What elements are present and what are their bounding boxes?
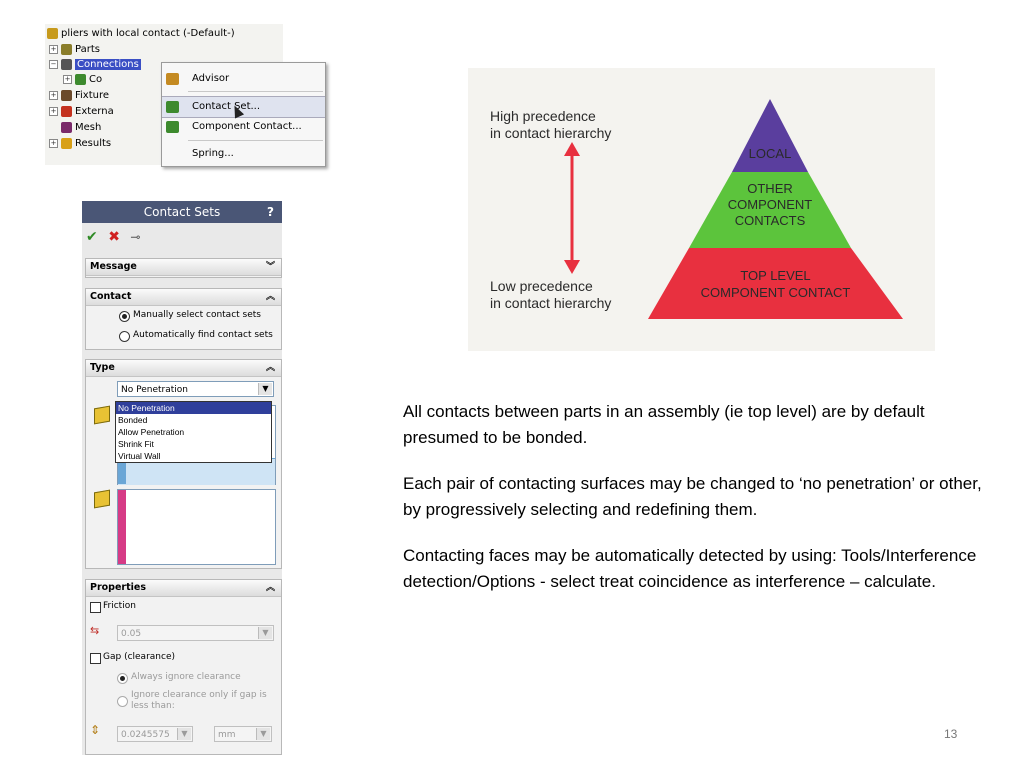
feature-tree-screenshot	[45, 24, 302, 165]
manual-select-label: Manually select contact sets	[133, 310, 261, 320]
always-ignore-label: Always ignore clearance	[131, 672, 241, 682]
collapse-icon[interactable]: −	[50, 59, 57, 68]
chevron-down-icon[interactable]: ▼	[258, 383, 272, 395]
expand-icon[interactable]: +	[64, 74, 71, 83]
always-ignore-radio[interactable]	[117, 673, 128, 684]
pushpin-icon[interactable]: ⊸	[130, 230, 141, 244]
chevron-down-icon[interactable]: ▼	[258, 627, 272, 639]
cancel-x-icon[interactable]: ✖	[108, 229, 120, 245]
contact-hierarchy-figure	[468, 68, 935, 351]
tree-item-mesh[interactable]: Mesh	[61, 120, 101, 135]
chevron-down-icon[interactable]: ︾	[265, 262, 275, 272]
ok-checkmark-icon[interactable]: ✔	[86, 229, 98, 245]
menu-item-contact-set[interactable]: Contact Set...	[162, 96, 325, 118]
face-set2-color-bar	[118, 490, 126, 564]
type-group-header[interactable]: Type ︽	[86, 360, 281, 377]
menu-separator	[188, 140, 323, 141]
gap-unit-select[interactable]: mm ▼	[214, 726, 272, 742]
paragraph-auto-detect: Contacting faces may be automatically detected by using: Tools/Interference detection/Options - select treat coincidence as interference – calculate.	[403, 546, 977, 591]
component-contact-icon	[166, 121, 179, 133]
tree-item-results[interactable]: + Results	[50, 138, 112, 149]
friction-label: Friction	[103, 601, 136, 611]
gap-label: Gap (clearance)	[103, 652, 175, 662]
friction-coefficient-icon: ⇆	[90, 624, 100, 637]
results-folder-icon	[61, 138, 72, 149]
expand-icon[interactable]: +	[50, 44, 57, 53]
explanation-text	[403, 399, 993, 615]
chevron-up-icon[interactable]: ︽	[265, 363, 275, 373]
expand-icon[interactable]: +	[50, 138, 57, 147]
panel-title-bar	[82, 201, 282, 223]
tree-item-external-loads[interactable]: + Externa	[50, 106, 114, 117]
gap-distance-icon: ⇕	[90, 723, 101, 737]
type-option-virtual-wall[interactable]: Virtual Wall	[118, 451, 161, 461]
tree-root[interactable]: pliers with local contact (-Default-)	[47, 26, 235, 41]
tier-local-label: LOCAL	[748, 146, 792, 161]
face-set1-icon	[94, 406, 110, 425]
chevron-down-icon[interactable]: ▼	[256, 728, 270, 740]
help-icon[interactable]: ?	[267, 205, 274, 219]
ignore-only-if-radio[interactable]	[117, 696, 128, 707]
contact-icon	[75, 74, 86, 85]
contact-group	[85, 288, 282, 350]
contact-type-dropdown-list	[115, 401, 272, 463]
chevron-up-icon[interactable]: ︽	[265, 583, 275, 593]
tier-other-label: OTHER COMPONENT CONTACTS	[727, 181, 813, 228]
high-precedence-label: High precedence in contact hierarchy	[490, 108, 612, 141]
expand-icon[interactable]: +	[50, 90, 57, 99]
gap-checkbox[interactable]	[90, 653, 101, 664]
tree-item-parts[interactable]: + Parts	[50, 44, 100, 55]
properties-group-header[interactable]: Properties ︽	[86, 580, 281, 597]
paragraph-no-penetration: Each pair of contacting surfaces may be changed to ‘no penetration’ or other, by progressively selecting and redefining them.	[403, 474, 982, 519]
low-precedence-label: Low precedence in contact hierarchy	[490, 278, 612, 311]
auto-find-label: Automatically find contact sets	[133, 330, 273, 340]
chevron-up-icon[interactable]: ︽	[265, 292, 275, 302]
message-group-header[interactable]: Message ︾	[86, 259, 281, 276]
contact-group-header[interactable]: Contact ︽	[86, 289, 281, 306]
type-option-bonded[interactable]: Bonded	[118, 415, 148, 425]
arrow-up-head	[564, 142, 580, 156]
face-set2-icon	[94, 490, 110, 509]
menu-item-advisor[interactable]: Advisor	[162, 69, 325, 89]
arrow-down-head	[564, 260, 580, 274]
menu-separator	[188, 91, 323, 92]
contact-type-select[interactable]: No Penetration ▼	[117, 381, 274, 397]
friction-value-field[interactable]: 0.05 ▼	[117, 625, 274, 641]
expand-icon[interactable]: +	[50, 106, 57, 115]
message-group	[85, 258, 282, 278]
panel-actions	[86, 227, 140, 247]
contact-set-icon	[166, 101, 179, 113]
type-group	[85, 359, 282, 569]
assembly-icon	[47, 28, 58, 39]
type-option-no-penetration[interactable]: No Penetration	[116, 402, 271, 414]
face-set2-box[interactable]	[117, 489, 276, 565]
type-option-shrink-fit[interactable]: Shrink Fit	[118, 439, 154, 449]
tree-item-fixtures[interactable]: + Fixture	[50, 90, 110, 101]
menu-item-spring[interactable]: Spring...	[192, 148, 234, 159]
page-number: 13	[944, 727, 958, 741]
properties-group	[85, 579, 282, 755]
context-menu	[161, 62, 326, 167]
external-load-icon	[61, 106, 72, 117]
ignore-only-if-label: Ignore clearance only if gap is less than:	[131, 690, 267, 711]
friction-checkbox[interactable]	[90, 602, 101, 613]
chevron-down-icon[interactable]: ▼	[177, 728, 191, 740]
type-option-allow-penetration[interactable]: Allow Penetration	[118, 427, 185, 437]
tree-item-component-contact[interactable]: + Co	[64, 74, 103, 85]
manual-select-radio[interactable]	[119, 311, 130, 322]
gap-value-field[interactable]: 0.0245575 ▼	[117, 726, 193, 742]
tree-item-connections[interactable]: − Connections	[50, 59, 139, 70]
auto-find-radio[interactable]	[119, 331, 130, 342]
contact-sets-panel	[82, 201, 282, 755]
tier-top-label: TOP LEVEL COMPONENT CONTACT	[700, 268, 851, 300]
panel-title: Contact Sets	[143, 205, 221, 219]
pyramid-svg	[468, 68, 935, 351]
advisor-icon	[166, 73, 179, 85]
parts-icon	[61, 44, 72, 55]
menu-item-component-contact[interactable]: Component Contact...	[162, 117, 325, 137]
fixture-icon	[61, 90, 72, 101]
connections-icon	[61, 59, 72, 70]
mesh-icon	[61, 122, 72, 133]
paragraph-bonded-default: All contacts between parts in an assembly (ie top level) are by default presumed to be bonded.	[403, 402, 925, 447]
